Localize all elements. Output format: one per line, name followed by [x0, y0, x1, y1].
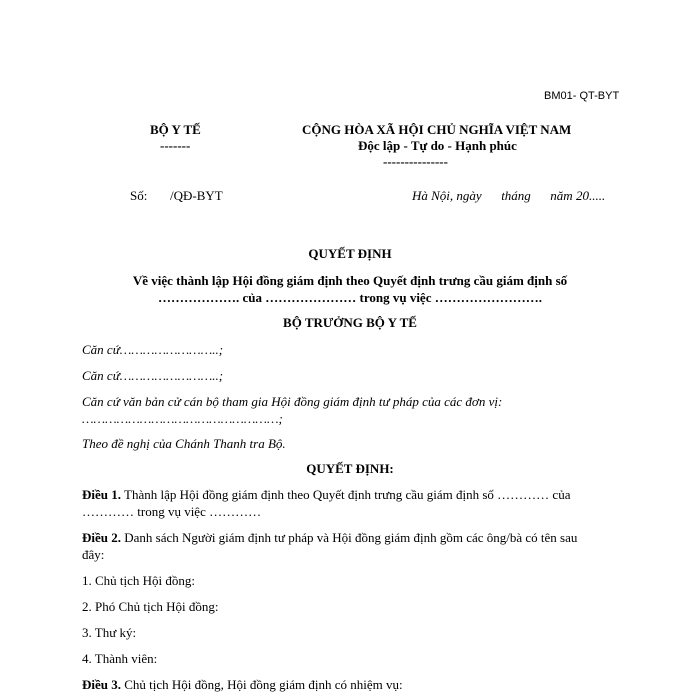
- legal-basis-2: Căn cứ……………………..;: [82, 368, 224, 383]
- article-3-label: Điều 3.: [82, 677, 121, 692]
- document-number-label: Số:: [130, 188, 148, 203]
- decision-subject-line2: ………………. của ………………… trong vụ việc …………………….: [158, 290, 542, 305]
- article-2-text: Danh sách Người giám định tư pháp và Hội đồng giám định gồm các ông/bà có tên sau: [121, 530, 578, 545]
- issuing-authority: BỘ TRƯỞNG BỘ Y TẾ: [283, 315, 417, 330]
- member-chairman: 1. Chủ tịch Hội đồng:: [82, 573, 196, 588]
- article-2-label: Điều 2.: [82, 530, 121, 545]
- article-3-line1: [82, 677, 403, 693]
- member-vice-chairman: 2. Phó Chủ tịch Hội đồng:: [82, 599, 219, 614]
- ministry-name: BỘ Y TẾ: [150, 122, 201, 137]
- place-date: Hà Nội, ngày tháng năm 20.....: [412, 188, 606, 203]
- article-3-text: Chủ tịch Hội đồng, Hội đồng giám định có nhiệm vụ:: [121, 677, 403, 692]
- document-number-suffix: /QĐ-BYT: [170, 188, 223, 203]
- decision-title: QUYẾT ĐỊNH: [308, 246, 392, 261]
- motto-rule: ---------------: [383, 154, 448, 169]
- decision-heading: QUYẾT ĐỊNH:: [306, 461, 394, 476]
- member-secretary: 3. Thư ký:: [82, 625, 137, 640]
- motto: Độc lập - Tự do - Hạnh phúc: [358, 138, 517, 153]
- ministry-rule: -------: [160, 138, 191, 153]
- article-1-text: Thành lập Hội đồng giám định theo Quyết định trưng cầu giám định số ………… của: [121, 487, 571, 502]
- legal-basis-1: Căn cứ……………………..;: [82, 342, 224, 357]
- article-2-line1: [82, 530, 577, 546]
- proposal-basis: Theo đề nghị của Chánh Thanh tra Bộ.: [82, 436, 286, 451]
- legal-basis-3-line2: ……………………………………………;: [82, 411, 283, 426]
- member-members: 4. Thành viên:: [82, 651, 158, 666]
- article-2-line2: đây:: [82, 547, 105, 562]
- country-name: CỘNG HÒA XÃ HỘI CHỦ NGHĨA VIỆT NAM: [302, 122, 572, 137]
- article-1-label: Điều 1.: [82, 487, 121, 502]
- decision-subject-line1: Về việc thành lập Hội đồng giám định theo Quyết định trưng cầu giám định số: [132, 273, 568, 288]
- article-1-line1: [82, 487, 570, 503]
- article-1-line2: ………… trong vụ việc …………: [82, 504, 262, 519]
- legal-basis-3-line1: Căn cứ văn bản cử cán bộ tham gia Hội đồng giám định tư pháp của các đơn vị:: [82, 394, 503, 409]
- form-code: BM01- QT-BYT: [544, 90, 620, 102]
